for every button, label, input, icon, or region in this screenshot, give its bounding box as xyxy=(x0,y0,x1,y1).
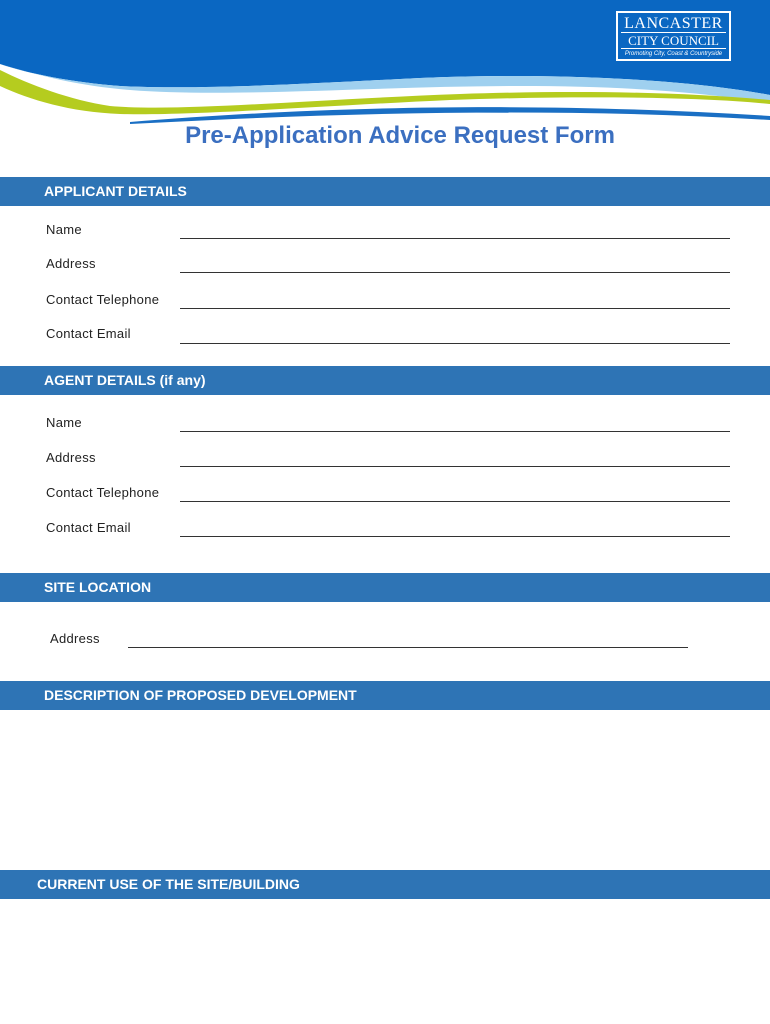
section-heading-applicant: APPLICANT DETAILS xyxy=(0,177,770,206)
applicant-name-label: Name xyxy=(46,222,82,237)
applicant-email-label: Contact Email xyxy=(46,326,131,341)
applicant-address-label: Address xyxy=(46,256,96,271)
section-heading-site-location: SITE LOCATION xyxy=(0,573,770,602)
logo-line-1: LANCASTER xyxy=(624,15,723,32)
logo-tagline: Promoting City, Coast & Countryside xyxy=(624,51,723,57)
site-address-field[interactable] xyxy=(128,647,688,648)
section-heading-agent: AGENT DETAILS (if any) xyxy=(0,366,770,395)
applicant-address-field[interactable] xyxy=(180,272,730,273)
current-use-text-area[interactable] xyxy=(0,899,770,1019)
logo-line-2: CITY COUNCIL xyxy=(621,32,726,49)
site-address-label: Address xyxy=(50,631,100,646)
agent-name-field[interactable] xyxy=(180,431,730,432)
agent-name-label: Name xyxy=(46,415,82,430)
agent-telephone-label: Contact Telephone xyxy=(46,485,160,500)
applicant-name-field[interactable] xyxy=(180,238,730,239)
page-title: Pre-Application Advice Request Form xyxy=(185,122,615,149)
agent-email-field[interactable] xyxy=(180,536,730,537)
section-heading-description: DESCRIPTION OF PROPOSED DEVELOPMENT xyxy=(0,681,770,710)
description-text-area[interactable] xyxy=(0,710,770,868)
section-heading-current-use: CURRENT USE OF THE SITE/BUILDING xyxy=(0,870,770,899)
agent-telephone-field[interactable] xyxy=(180,501,730,502)
lancaster-city-council-logo xyxy=(616,11,731,61)
agent-address-field[interactable] xyxy=(180,466,730,467)
applicant-telephone-field[interactable] xyxy=(180,308,730,309)
agent-address-label: Address xyxy=(46,450,96,465)
applicant-telephone-label: Contact Telephone xyxy=(46,292,160,307)
agent-email-label: Contact Email xyxy=(46,520,131,535)
applicant-email-field[interactable] xyxy=(180,343,730,344)
